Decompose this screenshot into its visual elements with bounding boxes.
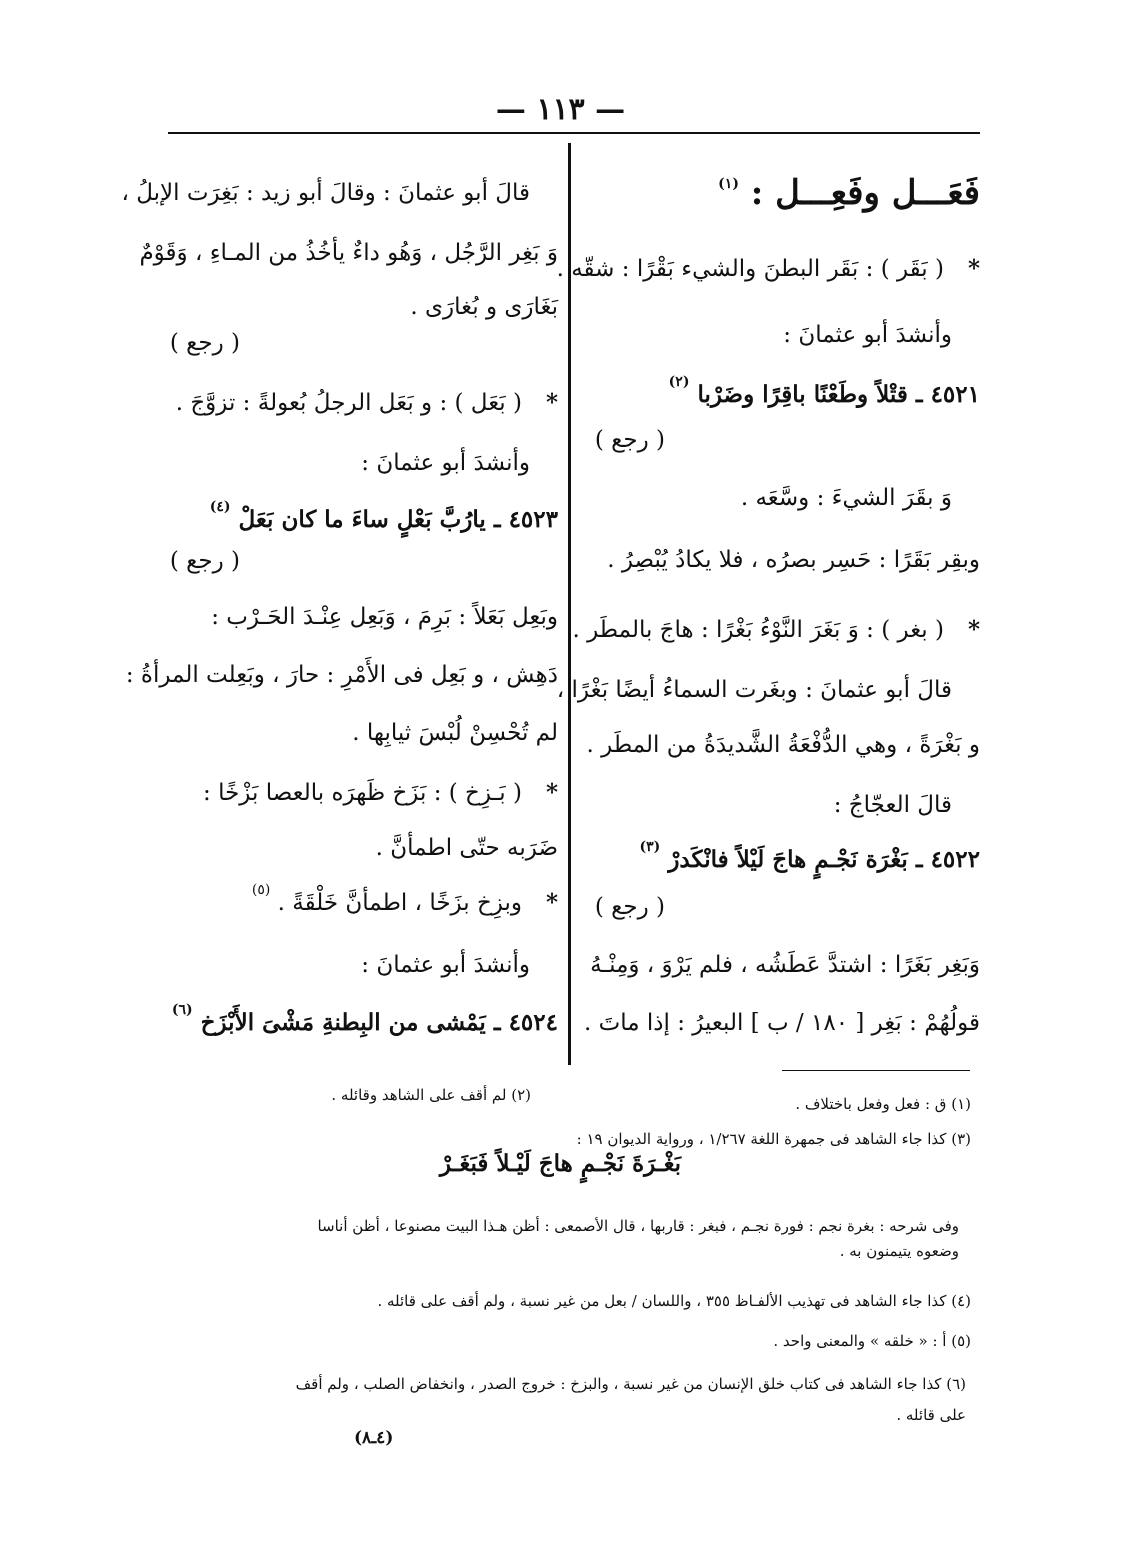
entry-star: * [967, 616, 980, 643]
entry-line: *( بَـزِخ ) : بَزَخ ظَهرَه بالعصا بَزْخًا : [203, 779, 558, 806]
entry-line: وأنشدَ أبو عثمانَ : [783, 322, 952, 348]
entry-line: و بَغْرَةً ، وهي الدُّفْعَةُ الشَّديدَةُ من المطَر . [586, 732, 980, 758]
return-marker: ( رجع ) [594, 427, 665, 453]
footnote-ref: (٤) [209, 499, 231, 515]
entry-line: بَغَارَى و بُغارَى . [410, 294, 558, 320]
entry-line: وبَعِل بَعَلاً : بَرِمَ ، وَبَعِل عِنْـدَ الحَـرْب : [211, 604, 558, 630]
return-marker: ( رجع ) [169, 330, 240, 356]
footnote-ref: (٢) [668, 374, 690, 390]
entry-star: * [545, 389, 558, 416]
footnote-ref: (٥) [251, 882, 271, 898]
footnote-ref: (٣) [639, 839, 661, 855]
entry-line: دَهِش ، و بَعِل فى الأَمْرِ : حارَ ، وبَعِلت المرأةُ : [125, 662, 558, 688]
footnote-6-end: على قائله . [896, 1406, 966, 1424]
verse-line: ٤٥٢٤ ـ يَمْشى من البِطنةِ مَشْىَ الأَبْزَخ $^{(٦)}$ [171, 1002, 558, 1036]
entry-line: *( بَعَل ) : و بَعَل الرجلُ بُعولةً : تزوَّجَ . [175, 389, 558, 416]
entry-star: * [545, 779, 558, 806]
entry-line: قالَ العجّاجُ : [833, 792, 952, 818]
entry-line: *( بغر ) : وَ بَغَرَ النَّوْءُ بَغْرًا : هاجَ بالمطَر . [572, 616, 980, 643]
footnote-4: (٤) كذا جاء الشاهد فى تهذيب الألفـاظ ٣٥٥ ، واللسان / بعل من غير نسبة ، ولم أقف على قائله . [377, 1292, 971, 1310]
return-marker: ( رجع ) [594, 894, 665, 920]
footnote-6: (٦) كذا جاء الشاهد فى كتاب خلق الإنسان من غير نسبة ، والبزخ : خروج الصدر ، وانخفاض الصلب ، ولم أقف [295, 1375, 966, 1393]
footnote-ref: (١) [718, 176, 739, 192]
entry-line: وَبَغِر بَغَرًا : اشتدَّ عَطَشُه ، فلم يَرْوَ ، وَمِنْـهُ [590, 952, 980, 978]
entry-star: * [545, 889, 558, 916]
footnote-ref: (٦) [171, 1002, 193, 1018]
section-heading [716, 173, 980, 215]
heading-text: فَعَـــل وفَعِـــل : [750, 173, 980, 213]
page-number: — ١١٣ — [495, 92, 626, 127]
entry-line: ضَرَبه حتّى اطمأنَّ . [375, 835, 558, 861]
footnote-3-commentary: وفى شرحه : بغرة نجم : فورة نجـم ، فبغر : قاربها ، قال الأصمعى : أظن هـذا البيت مصنوعا ، أظن أناسا [317, 1217, 959, 1235]
footnote-5: (٥) أ : « خلقه » والمعنى واحد . [773, 1332, 971, 1350]
entry-line: وَ بَغِر الرَّجُل ، وَهُو داءٌ يأخُذُ من المـاءِ ، وَقَوْمٌ [139, 240, 558, 266]
entry-line: وَ بقَرَ الشيءَ : وسَّعَه . [740, 485, 952, 511]
footnote-2: (٢) لم أقف على الشاهد وقائله . [331, 1086, 531, 1104]
footnote-rule [782, 1070, 970, 1071]
entry-line: وأنشدَ أبو عثمانَ : [361, 952, 530, 978]
entry-line: *( بَقَر ) : بَقَر البطنَ والشيء بَقْرًا : شقّه . [556, 255, 980, 282]
header-rule [168, 132, 980, 134]
verse-line: ٤٥٢١ ـ قتْلاً وطَعْنًا باقِرًا وضَرْبا $^{(٢)}$ [668, 374, 980, 408]
footnote-3-verse: بَغْـرَةَ نَجْـمٍ هاجَ لَيْـلاً فَبَغَـرْ [439, 1150, 682, 1177]
entry-line: وبقِر بَقَرًا : حَسِر بصرُه ، فلا يكادُ يُبْصِرُ . [607, 547, 980, 573]
verse-line: ٤٥٢٢ ـ بَغْرَة نَجْـمٍ هاجَ لَيْلاً فانْكَدرْ $^{(٣)}$ [639, 839, 980, 873]
signature-mark: (٤ـ٨) [354, 1428, 394, 1448]
entry-line: قولُهُمْ : بَغِر [ ١٨٠ / ب ] البعيرُ : إذا ماتَ . [583, 1010, 980, 1036]
entry-line: قالَ أبو عثمانَ : وقالَ أبو زيد : بَغِرَت الإبلُ ، [121, 180, 530, 206]
entry-line: قالَ أبو عثمانَ : وبغَرت السماءُ أيضًا بَغْرًا ، [556, 677, 952, 703]
footnote-3-commentary-end: وضعوه يتيمنون به . [839, 1242, 959, 1260]
verse-line: ٤٥٢٣ ـ يارُبَّ بَعْلٍ ساءَ ما كان بَعَلْ $^{(٤)}$ [209, 499, 558, 533]
entry-line: لم تُحْسِنْ لُبْسَ ثيابِها . [352, 720, 558, 746]
footnote-1: (١) ق : فعل وفعل باختلاف . [795, 1095, 971, 1113]
return-marker: ( رجع ) [169, 548, 240, 574]
entry-line: وأنشدَ أبو عثمانَ : [361, 450, 530, 476]
footnote-3: (٣) كذا جاء الشاهد فى جمهرة اللغة ١/٢٦٧ ، ورواية الديوان ١٩ : [576, 1130, 971, 1148]
entry-star: * [967, 255, 980, 282]
entry-line: *وبزِخ بزَخًا ، اطمأنَّ خَلْقَةً . $^{(٥)}$ [251, 882, 558, 916]
